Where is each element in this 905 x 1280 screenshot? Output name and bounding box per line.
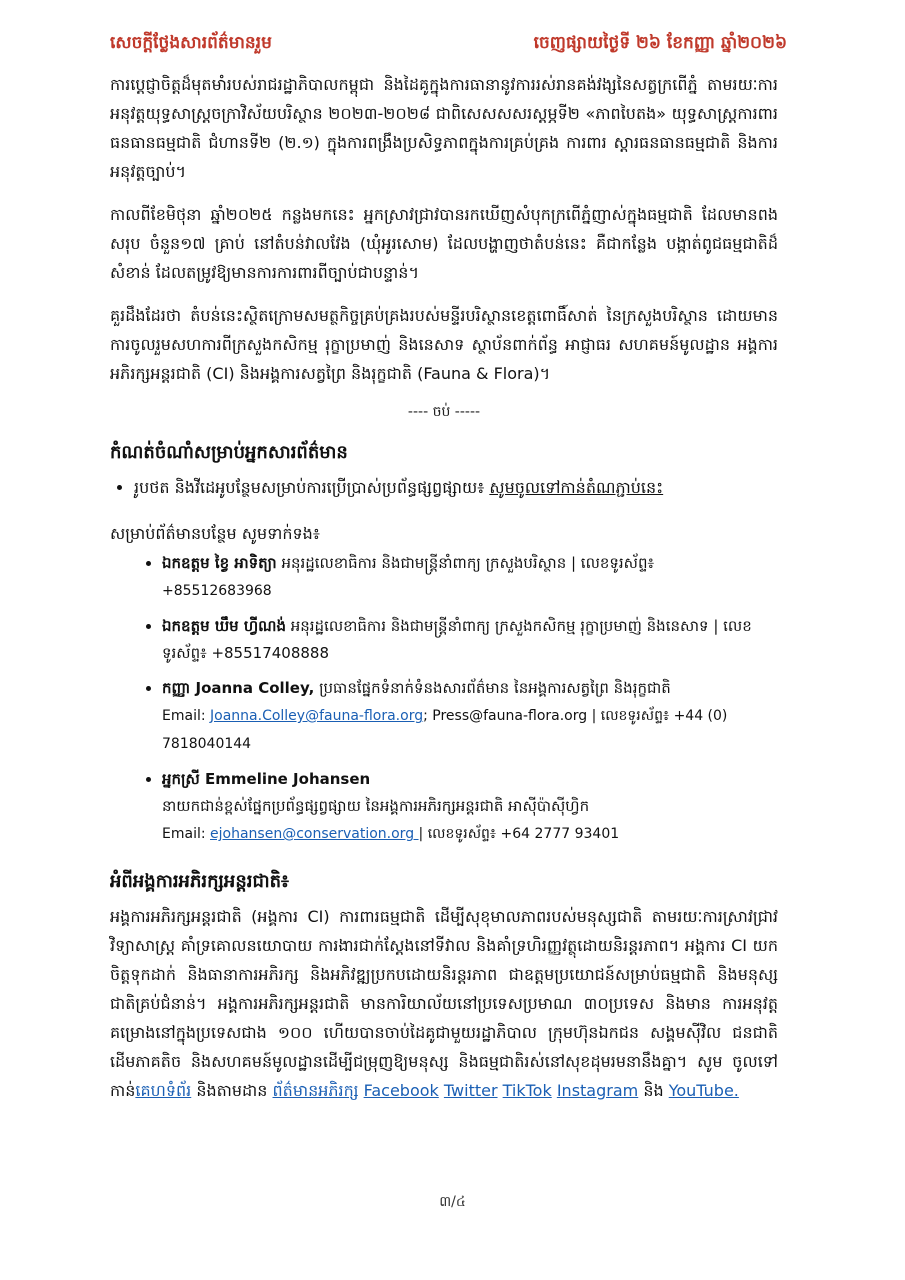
paragraph-management: គួរដឹងដែរថា តំបន់នេះស្ថិតក្រោមសមត្ថកិច្ចគ្រប់គ្រងរបស់មន្ទីរបរិស្ថានខេត្តពោធិ៍សាត់ នៃក្រសួងបរិស្ថាន ដោយមានការចូលរួមសហការពីក្រសួងកសិកម្ម រុក្ខាប្រមាញ់ និងនេសាទ ស្ថាប័នពាក់ព័ន្ធ អាជ្ញាធរ សហគមន៍មូលដ្ឋាន អង្គការអភិរក្សអន្តរជាតិ (CI) និងអង្គការសត្វព្រៃ និងរុក្ខជាតិ (Fauna & Flora)។ [110,306,778,383]
contact-item [162,675,778,758]
header-date: ចេញផ្សាយថ្ងៃទី ២៦ ខែកញ្ញា ឆ្នាំ២០២៦ [533,32,787,53]
editor-notes-list [110,473,778,502]
website-link[interactable]: គេហទំព័រ [135,1081,192,1100]
editor-notes-text: រូបថត និងវីដេអូបន្ថែមសម្រាប់ការប្រើប្រាស់ប្រព័ន្ធផ្សព្វផ្សាយ៖ [134,478,490,497]
contact-title: អនុរដ្ឋលេខាធិការ និងជាមន្ត្រីនាំពាក្យ ក្រសួងកសិកម្ម រុក្ខាប្រមាញ់ និងនេសាទ | លេខទូរស័ព្ទ៖ +85517408888 [162,617,752,662]
contact-item [162,766,778,848]
contact-name: អ្នកស្រី Emmeline Johansen [162,770,371,788]
about-and-text: និង [638,1081,669,1100]
end-marker: ---- ចប់ ----- [407,404,481,420]
about-paragraph [110,902,778,1105]
contacts-list [110,550,778,848]
twitter-link[interactable]: Twitter [443,1081,498,1100]
about-follow-text: និងតាមដាន [191,1081,273,1100]
contact-email-label: Email: [162,826,211,842]
contact-phone: +85512683968 [162,583,272,599]
paragraph-nest-discovery: កាលពីខែមិថុនា ឆ្នាំ២០២៥ កន្លងមកនេះ អ្នកស្រាវជ្រាវបានរកឃើញសំបុកក្រពើភ្នំញាស់ក្នុងធម្មជាតិ ដែលមានពងសរុប ចំនួន១៧ គ្រាប់ នៅតំបន់វាលវែង (ឃុំអូរសោម) ដែលបង្ហាញថាតំបន់នេះ គឺជាកន្លែង បង្កាត់ពូជធម្មជាតិដ៏សំខាន់ ដែលតម្រូវឱ្យមានការការពារពីច្បាប់ជាបន្ទាន់។ [110,205,778,282]
contact-extra: ; Press@fauna-flora.org | លេខទូរស័ព្ទ៖ +44 (0) 7818040144 [162,708,728,752]
paragraph-commitment: ការប្តេជ្ញាចិត្តដ៏មុតមាំរបស់រាជរដ្ឋាភិបាលកម្ពុជា និងដៃគូក្នុងការធានានូវការរស់រានគង់វង្សនៃសត្វក្រពើភ្នំ តាមរយៈការអនុវត្តយុទ្ធសាស្ត្រចក្រាវិស័យបរិស្ថាន ២០២៣-២០២៨ ជាពិសេសសសរស្តម្ភទី២ «ភាពបៃតង» យុទ្ធសាស្ត្រការពារធនធានធម្មជាតិ ជំហានទី២ (២.១) ក្នុងការពង្រឹងប្រសិទ្ធភាពក្នុងការគ្រប់គ្រង ការពារ ស្តារធនធានធម្មជាតិ និងការអនុវត្តច្បាប់។ [110,75,778,181]
page-number: ៣/៤ [439,1194,466,1210]
contact-title: នាយកជាន់ខ្ពស់ផ្នែកប្រព័ន្ធផ្សព្វផ្សាយ នៃអង្គការអភិរក្សអន្តរជាតិ អាស៊ីប៉ាស៊ីហ្វិក [162,797,590,815]
about-text: អង្គការអភិរក្សអន្តរជាតិ (អង្គការ CI) ការពារធម្មជាតិ ដើម្បីសុខុមាលភាពរបស់មនុស្សជាតិ តាមរយៈការស្រាវជ្រាវវិទ្យាសាស្ត្រ គាំទ្រគោលនយោបាយ ការងារជាក់ស្តែងនៅទីវាល និងគាំទ្រហិរញ្ញវត្ថុដោយនិរន្តរភាព។ អង្គការ CI យកចិត្តទុកដាក់ និងធានាការអភិរក្ស និងអភិវឌ្ឍប្រកបដោយនិរន្តរភាព ជាឧត្តមប្រយោជន៍សម្រាប់ធម្មជាតិ និងមនុស្សជាតិគ្រប់ជំនាន់។ អង្គការអភិរក្សអន្តរជាតិ មានការិយាល័យនៅប្រទេសប្រមាណ ៣០ប្រទេស និងមាន ការអនុវត្តគម្រោងនៅក្នុងប្រទេសជាង ១០០ ហើយបានចាប់ដៃគូជាមួយរដ្ឋាភិបាល ក្រុមហ៊ុនឯកជន សង្គមស៊ីវិល ជនជាតិដើមភាគតិច និងសហគមន៍មូលដ្ឋានដើម្បីជម្រុញឱ្យមនុស្ស និងធម្មជាតិរស់នៅសុខដុមរមនានឹងគ្នា។ សូម ចូលទៅកាន់ [110,907,778,1100]
contact-item [162,613,778,667]
facebook-link[interactable]: Facebook [363,1081,439,1100]
youtube-link[interactable]: YouTube. [668,1081,739,1100]
contact-name: ឯកឧត្តម ឃឹម ហ្វីណង់ [162,617,286,635]
instagram-link[interactable]: Instagram [556,1081,639,1100]
contact-title: ប្រធានផ្នែកទំនាក់ទំនងសារព័ត៌មាន នៃអង្គការសត្វព្រៃ និងរុក្ខជាតិ [314,679,671,697]
header-title: សេចក្តីថ្លែងសារព័ត៌មានរួម [110,32,272,53]
contact-phone: | លេខទូរស័ព្ទ៖ +64 2777 93401 [418,826,620,842]
contact-email-link[interactable]: ejohansen@conservation.org [210,826,419,842]
document-body [110,70,778,1119]
editor-notes-item [134,473,778,502]
contact-item [162,550,778,605]
tiktok-link[interactable]: TikTok [502,1081,552,1100]
about-heading: អំពីអង្គការអភិរក្សអន្តរជាតិ៖ [110,871,289,892]
page-header [110,28,787,60]
conservation-news-link[interactable]: ព័ត៌មានអភិរក្ស [272,1081,359,1100]
contact-name: កញ្ញា Joanna Colley, [162,679,315,697]
contacts-intro: សម្រាប់ព័ត៌មានបន្ថែម សូមទាក់ទង៖ [110,524,320,543]
contact-title: អនុរដ្ឋលេខាធិការ និងជាមន្ត្រីនាំពាក្យ ក្រសួងបរិស្ថាន | លេខទូរស័ព្ទ៖ [276,554,655,572]
media-assets-link[interactable]: សូមចូលទៅកាន់តំណភ្ជាប់នេះ [489,478,664,497]
contact-email-label: Email: [162,708,211,724]
editor-notes-heading: កំណត់ចំណាំសម្រាប់អ្នកសារព័ត៌មាន [110,442,348,463]
contact-name: ឯកឧត្តម ខ្វៃ អាទិត្យា [162,554,277,572]
contact-email-link[interactable]: Joanna.Colley@fauna-flora.org [210,708,424,724]
